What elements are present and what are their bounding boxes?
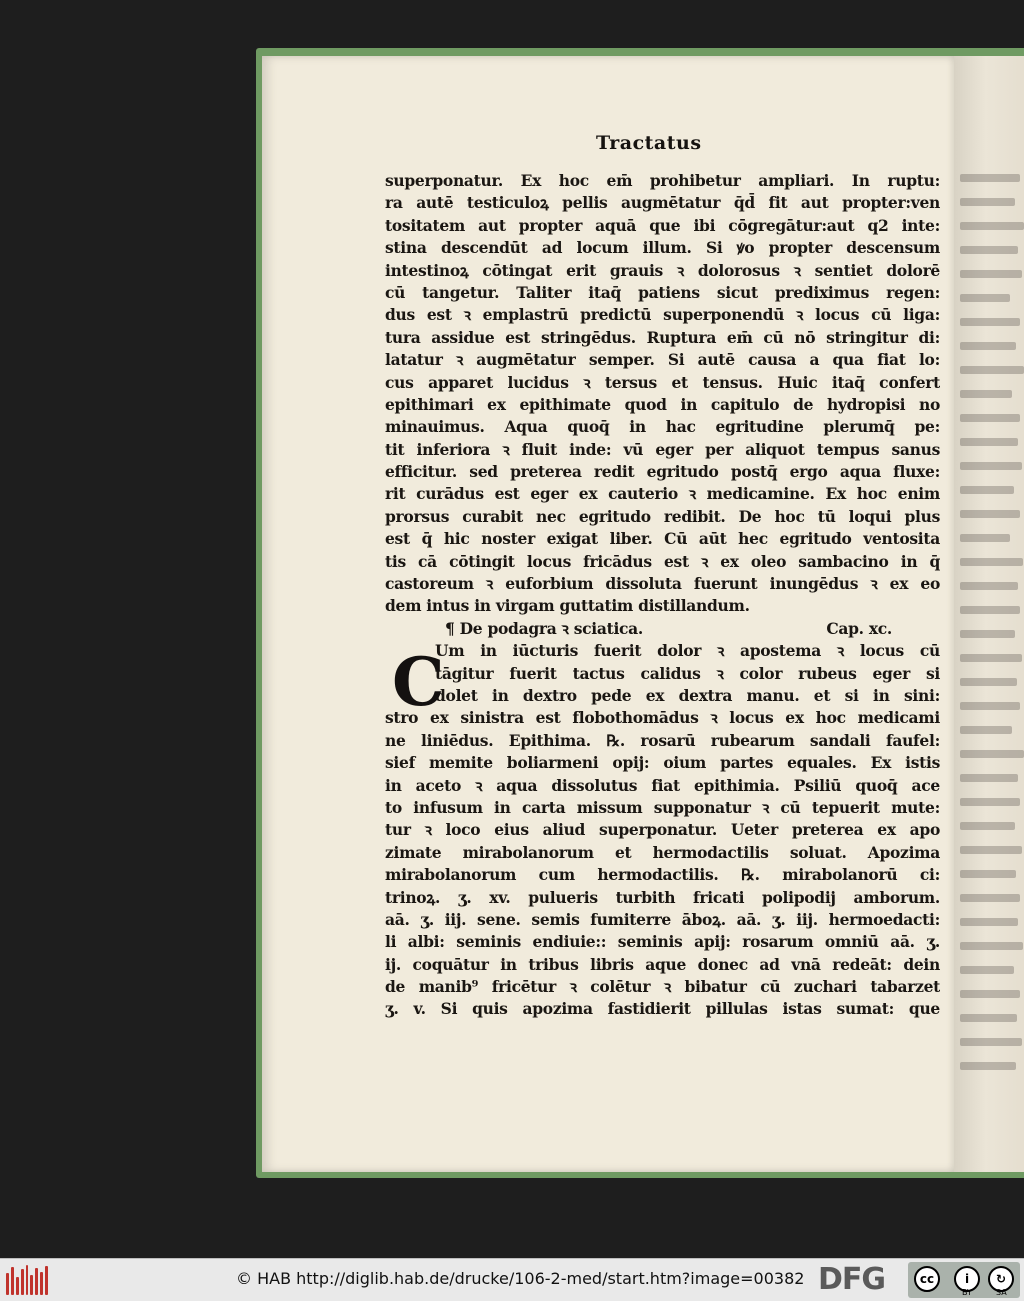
text-line: cū tangetur. Taliter itaq̄ patiens sicut prediximus regen:	[385, 282, 940, 302]
chapter-text-line: ij. coquātur in tribus libris aque donec ad vnā redeāt: dein	[385, 954, 940, 974]
text-line: prorsus curabit nec egritudo redibit. De hoc tū loqui plus	[385, 506, 940, 526]
text-line: epithimari ex epithimate quod in capitulo de hydropisi no	[385, 394, 940, 414]
text-line: tositatem aut propter aquā que ibi cōgregātur:aut q2 inte:	[385, 215, 940, 235]
chapter-title: ¶ De podagra ꝛ sciatica.	[445, 618, 644, 638]
running-head: Tractatus	[596, 132, 702, 154]
text-line: castoreum ꝛ euforbium dissoluta fuerunt inungēdus ꝛ ex eo	[385, 574, 940, 594]
cc-license-badge[interactable]	[908, 1262, 1020, 1298]
chapter-heading	[385, 618, 940, 640]
footer-bar	[0, 1258, 1024, 1301]
chapter-text-line: ʒ. v. Si quis apozima fastidierit pillulas istas sumat: que	[385, 999, 940, 1019]
sa-icon: ↻	[988, 1266, 1014, 1292]
chapter-text-line: tur ꝛ loco eius aliud superponatur. Ueter preterea ex apo	[385, 820, 940, 840]
by-label: BY	[962, 1288, 972, 1297]
chapter-text-line: mirabolanorum cum hermodactilis. ℞. mirabolanorū ci:	[385, 865, 940, 885]
chapter-text-line: to infusum in carta missum supponatur ꝛ cū tepuerit mute:	[385, 797, 940, 817]
page-text	[385, 170, 940, 1021]
chapter-text-line: sief memite boliarmeni opij: oium partes equales. Ex istis	[385, 753, 940, 773]
sa-label: SA	[996, 1288, 1007, 1297]
text-line: tis cā cōtingit locus fricādus est ꝛ ex oleo sambacino in q̄	[385, 551, 940, 571]
text-line: dus est ꝛ emplastrū predictū superponendū ꝛ locus cū liga:	[385, 305, 940, 325]
chapter-text-line: aā. ʒ. iij. sene. semis fumiterre āboꝝ. aā. ʒ. iij. hermoedacti:	[385, 909, 940, 929]
text-line: tura assidue est stringēdus. Ruptura em̄ cū nō stringitur di:	[385, 327, 940, 347]
text-line: dem intus in virgam guttatim distillandum.	[385, 596, 750, 616]
text-line: efficitur. sed preterea redit egritudo postq̄ ergo aqua fluxe:	[385, 462, 940, 482]
facing-page-edge	[954, 56, 1024, 1172]
dfg-logo[interactable]: DFG	[818, 1262, 886, 1297]
hab-logo-icon[interactable]	[6, 1265, 48, 1295]
chapter-text-line: de manib⁹ fricētur ꝛ colētur ꝛ bibatur cū zuchari tabarzet	[385, 977, 940, 997]
chapter-text-line: li albi: seminis endiuie:: seminis apij: rosarum omniū aā. ʒ.	[385, 932, 940, 952]
chapter-text-line: zimate mirabolanorum et hermodactilis soluat. Apozima	[385, 842, 940, 862]
text-line: latatur ꝛ augmētatur semper. Si autē causa a qua fiat lo:	[385, 350, 940, 370]
text-line: intestinoꝝ cōtingat erit grauis ꝛ dolorosus ꝛ sentiet dolorē	[385, 260, 940, 280]
decorated-initial: C	[392, 643, 445, 721]
text-line: ra autē testiculoꝝ pellis augmētatur q̄d̄ fit aut propter:ven	[385, 193, 940, 213]
text-line: tit inferiora ꝛ fluit inde: vū eger per aliquot tempus sanus	[385, 439, 940, 459]
by-icon: i	[954, 1266, 980, 1292]
text-line: rit curādus est eger ex cauterio ꝛ medicamine. Ex hoc enim	[385, 484, 940, 504]
text-line: stina descendūt ad locum illum. Si ꝟo propter descensum	[385, 238, 940, 258]
text-line: minauimus. Aqua quoq̄ in hac egritudine plerumq̄ pe:	[385, 417, 940, 437]
chapter-text-line: Um in iūcturis fuerit dolor ꝛ apostema ꝛ locus cū	[435, 641, 940, 661]
chapter-text-line: stro ex sinistra est flobothomādus ꝛ locus ex hoc medicami	[385, 708, 940, 728]
copyright-link[interactable]: © HAB http://diglib.hab.de/drucke/106-2-med/start.htm?image=00382	[236, 1269, 805, 1288]
text-line: est q̄ hic noster exigat liber. Cū aūt hec egritudo ventosita	[385, 529, 940, 549]
chapter-text-line: tāgitur fuerit tactus calidus ꝛ color rubeus eger si	[435, 663, 940, 683]
chapter-text-line: dolet in dextro pede ex dextra manu. et si in sini:	[435, 685, 940, 705]
chapter-text-line: in aceto ꝛ aqua dissolutus fiat epithimia. Psiliū quoq̄ ace	[385, 775, 940, 795]
cc-icon: cc	[914, 1266, 940, 1292]
text-line: cus apparet lucidus ꝛ tersus et tensus. Huic itaq̄ confert	[385, 372, 940, 392]
text-line: superponatur. Ex hoc em̄ prohibetur ampliari. In ruptu:	[385, 171, 940, 190]
chapter-number: Cap. xc.	[826, 618, 892, 638]
chapter-text-line: ne liniēdus. Epithima. ℞. rosarū rubearum sandali faufel:	[385, 730, 940, 750]
chapter-text-line: trinoꝝ. ʒ. xv. pulueris turbith fricati polipodij amborum.	[385, 887, 940, 907]
